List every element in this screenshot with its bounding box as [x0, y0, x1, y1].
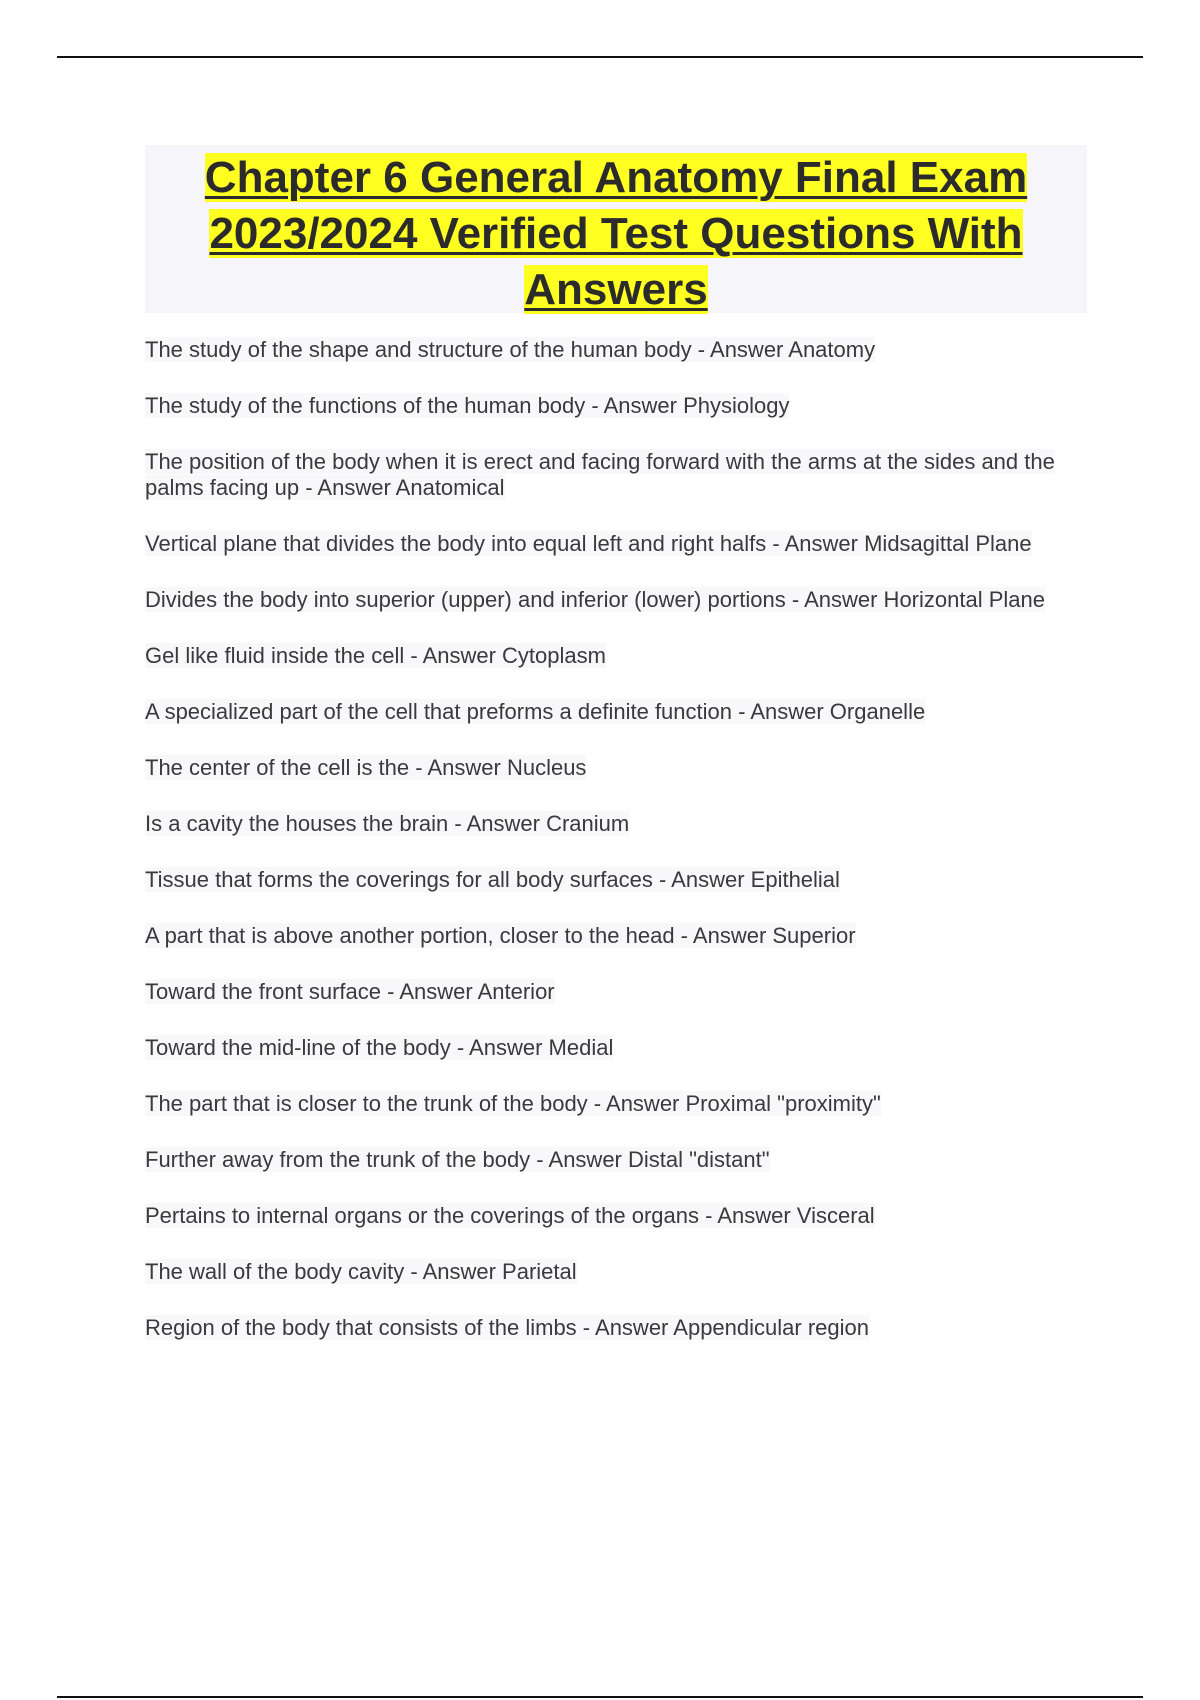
list-item — [145, 643, 1085, 669]
list-item — [145, 393, 1085, 419]
list-item — [145, 755, 1085, 781]
list-item — [145, 1203, 1085, 1229]
qa-text: Is a cavity the houses the brain - Answer Cranium — [145, 811, 630, 836]
qa-text: The wall of the body cavity - Answer Parietal — [145, 1259, 577, 1284]
qa-text: The study of the functions of the human body - Answer Physiology — [145, 393, 790, 418]
qa-text: A part that is above another portion, closer to the head - Answer Superior — [145, 923, 856, 948]
title-block — [145, 145, 1087, 313]
qa-text: Region of the body that consists of the limbs - Answer Appendicular region — [145, 1315, 869, 1340]
list-item — [145, 1259, 1085, 1285]
qa-text: Pertains to internal organs or the coverings of the organs - Answer Visceral — [145, 1203, 875, 1228]
document-title-text: Chapter 6 General Anatomy Final Exam 2023/2024 Verified Test Questions With Answers — [204, 153, 1028, 314]
qa-text: Gel like fluid inside the cell - Answer Cytoplasm — [145, 643, 606, 668]
qa-text: Toward the mid-line of the body - Answer Medial — [145, 1035, 614, 1060]
list-item — [145, 699, 1085, 725]
list-item — [145, 1091, 1085, 1117]
list-item — [145, 449, 1085, 501]
qa-text: The position of the body when it is erect and facing forward with the arms at the sides and the palms facing up - Answer Anatomical — [145, 449, 1055, 500]
list-item — [145, 531, 1085, 557]
list-item — [145, 337, 1085, 363]
qa-text: Divides the body into superior (upper) and inferior (lower) portions - Answer Horizontal Plane — [145, 587, 1045, 612]
qa-text: The part that is closer to the trunk of the body - Answer Proximal "proximity" — [145, 1091, 881, 1116]
list-item — [145, 811, 1085, 837]
qa-text: The center of the cell is the - Answer Nucleus — [145, 755, 587, 780]
qa-text: Vertical plane that divides the body into equal left and right halfs - Answer Midsagittal Plane — [145, 531, 1032, 556]
document-title — [145, 145, 1087, 318]
qa-text: Further away from the trunk of the body - Answer Distal "distant" — [145, 1147, 770, 1172]
qa-text: A specialized part of the cell that preforms a definite function - Answer Organelle — [145, 699, 926, 724]
qa-text: The study of the shape and structure of the human body - Answer Anatomy — [145, 337, 876, 362]
qa-list — [145, 337, 1085, 1371]
list-item — [145, 867, 1085, 893]
qa-text: Tissue that forms the coverings for all body surfaces - Answer Epithelial — [145, 867, 840, 892]
list-item — [145, 1035, 1085, 1061]
top-rule — [57, 56, 1143, 58]
qa-text: Toward the front surface - Answer Anterior — [145, 979, 555, 1004]
list-item — [145, 979, 1085, 1005]
list-item — [145, 923, 1085, 949]
bottom-rule — [57, 1696, 1143, 1698]
list-item — [145, 1315, 1085, 1341]
list-item — [145, 1147, 1085, 1173]
list-item — [145, 587, 1085, 613]
